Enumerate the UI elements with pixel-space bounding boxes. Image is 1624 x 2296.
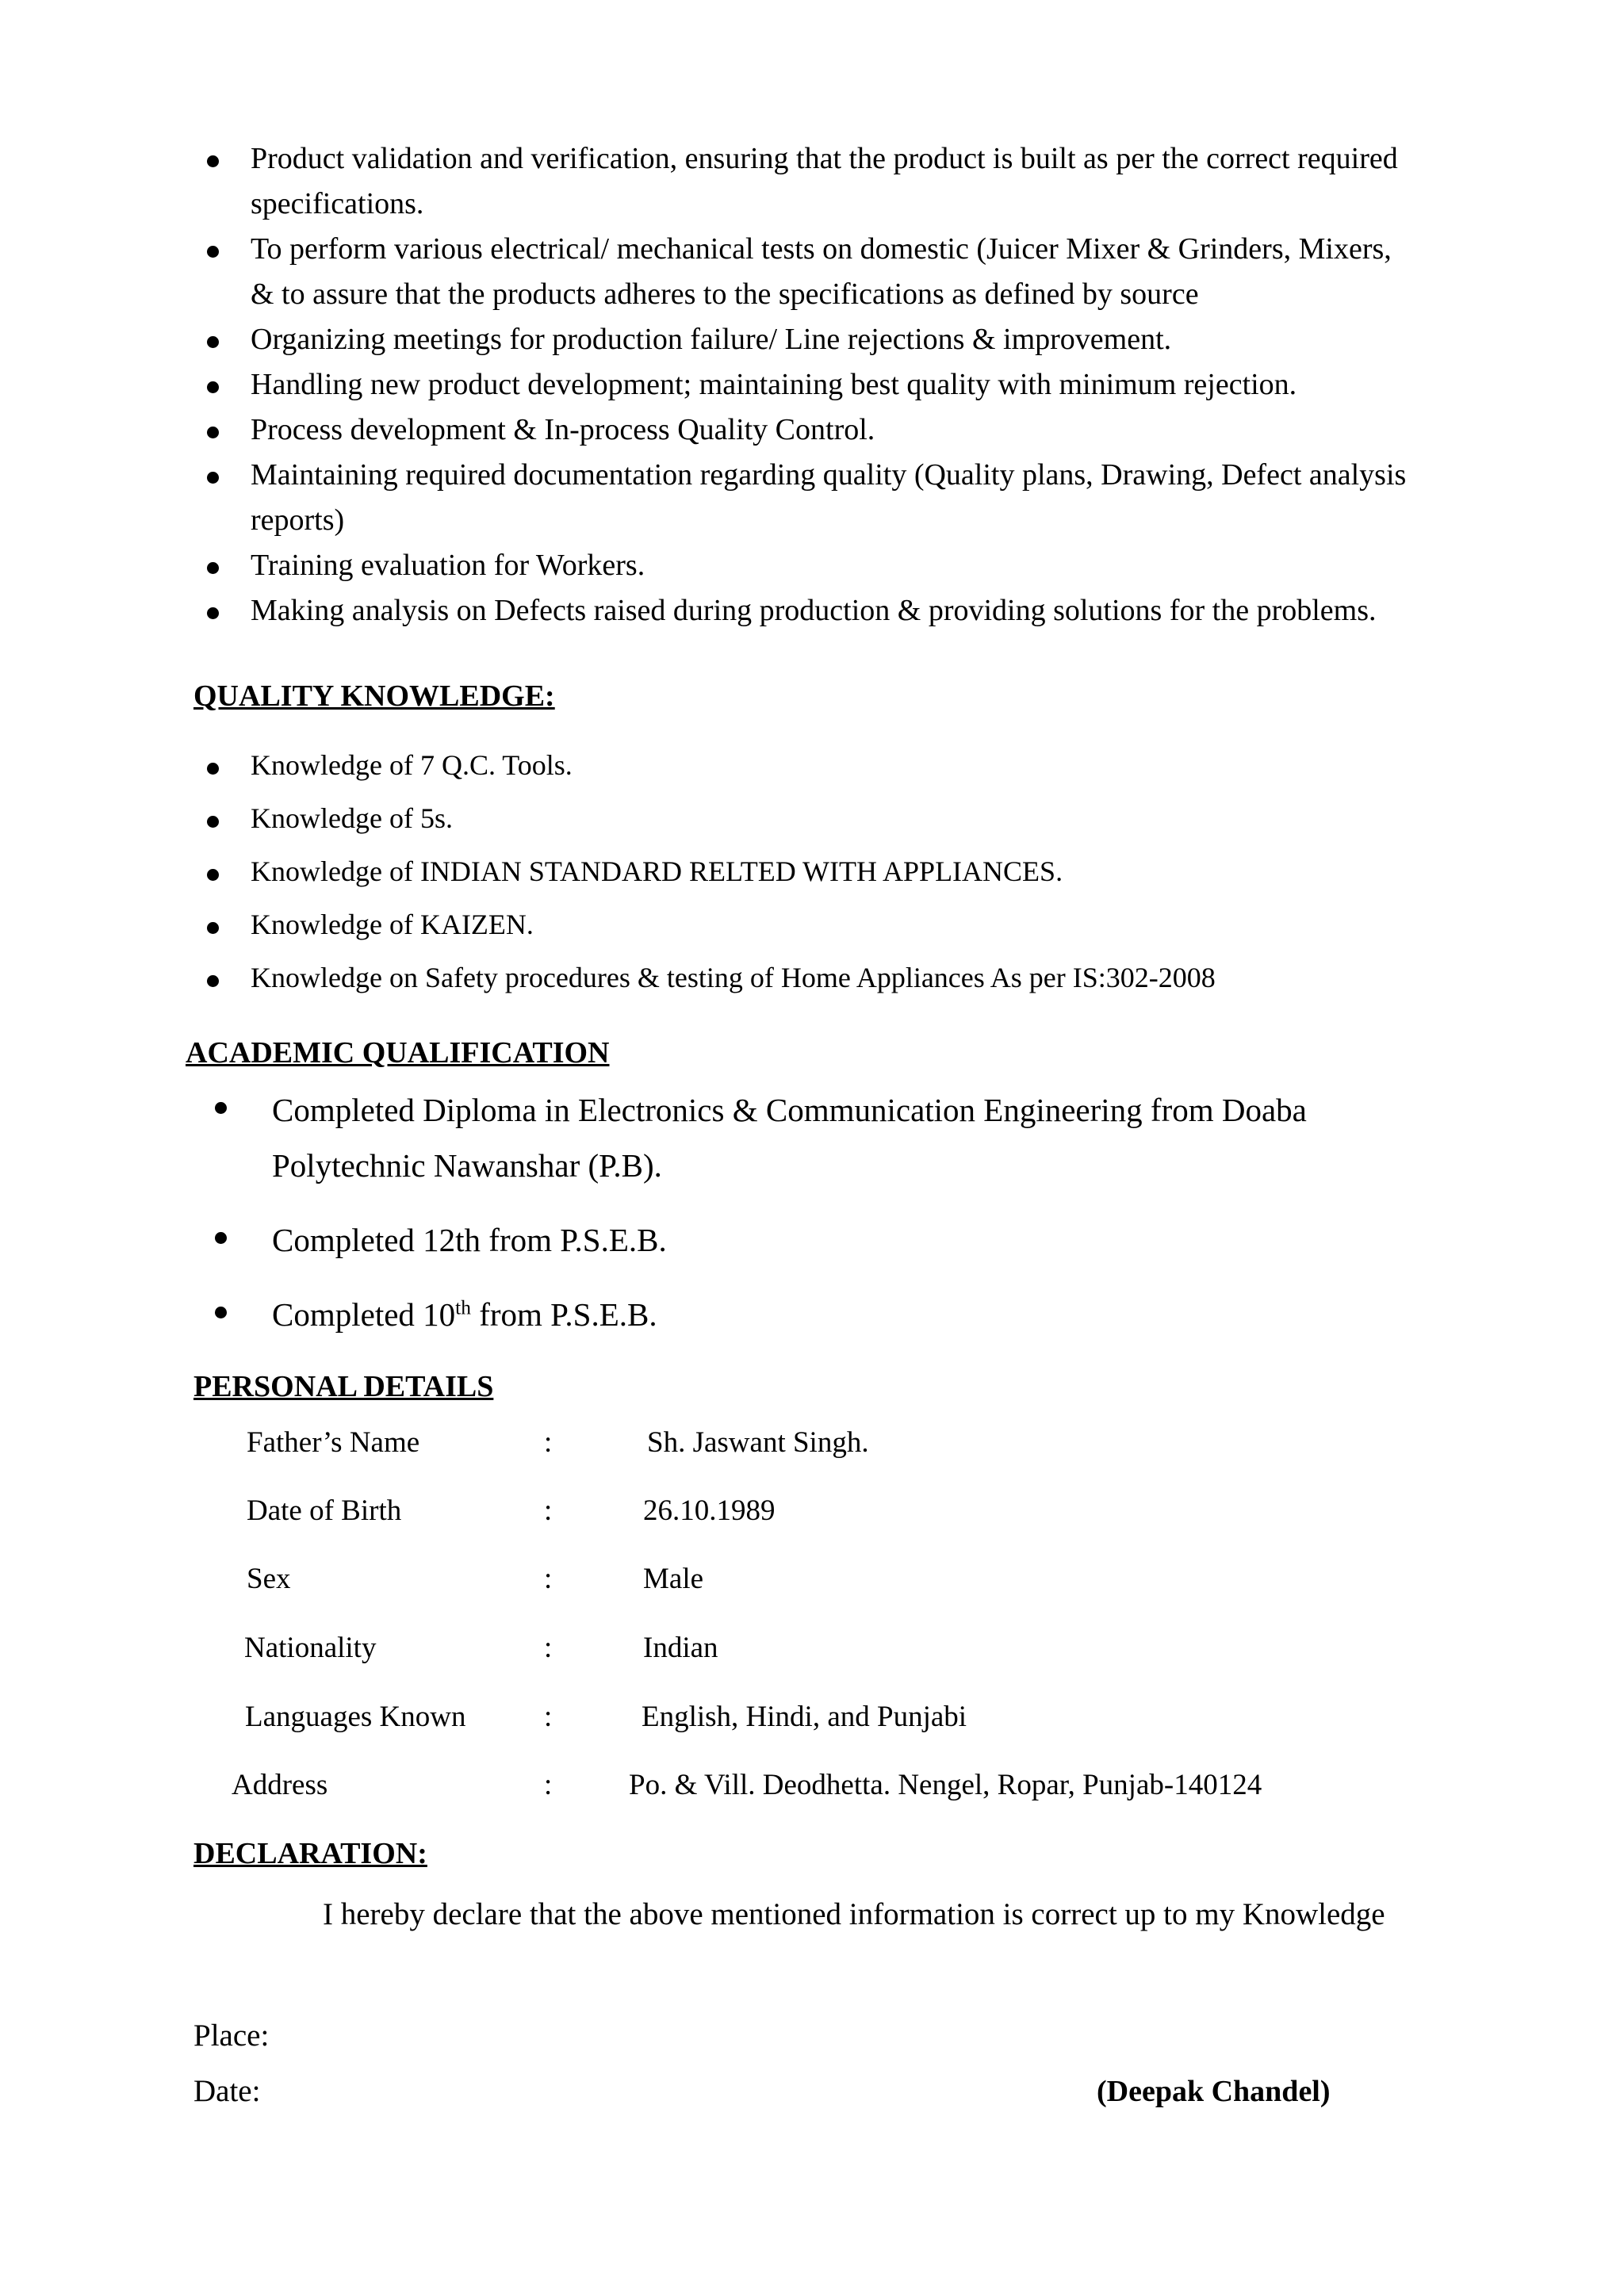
list-item: Knowledge on Safety procedures & testing of Home Appliances As per IS:302-2008 (0, 958, 1408, 997)
list-item: Product validation and verification, ensuring that the product is built as per the correct required specifications. (0, 136, 1408, 227)
list-item: Handling new product development; maintaining best quality with minimum rejection. (0, 362, 1408, 408)
tenth-superscript: th (455, 1296, 471, 1319)
detail-label: Father’s Name (247, 1426, 420, 1459)
quality-knowledge-heading: QUALITY KNOWLEDGE: (193, 679, 555, 713)
detail-colon: : (544, 1563, 553, 1595)
list-item: Making analysis on Defects raised during production & providing solutions for the problems. (0, 588, 1408, 633)
academic-list (0, 1082, 1327, 1361)
list-item: Knowledge of INDIAN STANDARD RELTED WITH APPLIANCES. (0, 851, 1408, 891)
list-item: Completed 12th from P.S.E.B. (0, 1212, 1327, 1268)
list-item: To perform various electrical/ mechanical tests on domestic (Juicer Mixer & Grinders, Mixers, & to assure that the products adheres to the specifications as defined by source (0, 227, 1408, 317)
signature-name: (Deepak Chandel) (1097, 2075, 1331, 2108)
declaration-text: I hereby declare that the above mentioned information is correct up to my Knowledge (323, 1897, 1385, 1931)
detail-label: Nationality (244, 1632, 377, 1664)
detail-label: Languages Known (245, 1701, 466, 1733)
date-label: Date: (193, 2074, 261, 2108)
detail-label: Sex (247, 1563, 291, 1595)
list-item: Maintaining required documentation regarding quality (Quality plans, Drawing, Defect analysis reports) (0, 453, 1408, 543)
list-item: Process development & In-process Quality Control. (0, 408, 1408, 453)
detail-colon: : (544, 1632, 553, 1664)
declaration-heading: DECLARATION: (193, 1837, 427, 1870)
list-item (0, 1287, 1327, 1342)
place-label: Place: (193, 2019, 270, 2053)
personal-details-heading: PERSONAL DETAILS (193, 1370, 494, 1403)
quality-knowledge-list (0, 745, 1408, 1011)
detail-value: Sh. Jaswant Singh. (647, 1426, 869, 1459)
detail-value: Po. & Vill. Deodhetta. Nengel, Ropar, Punjab-140124 (629, 1769, 1262, 1801)
list-item: Organizing meetings for production failure/ Line rejections & improvement. (0, 317, 1408, 362)
detail-label: Address (232, 1769, 328, 1801)
detail-value: Male (643, 1563, 704, 1595)
detail-label: Date of Birth (247, 1494, 402, 1527)
detail-value: Indian (643, 1632, 718, 1664)
detail-value: 26.10.1989 (643, 1494, 776, 1527)
list-item: Knowledge of 5s. (0, 798, 1408, 838)
detail-colon: : (544, 1769, 553, 1801)
detail-colon: : (544, 1701, 553, 1733)
academic-qualification-heading: ACADEMIC QUALIFICATION (186, 1036, 610, 1070)
duties-list (0, 136, 1408, 633)
detail-colon: : (544, 1426, 553, 1459)
list-item: Knowledge of KAIZEN. (0, 905, 1408, 944)
list-item: Completed Diploma in Electronics & Communication Engineering from Doaba Polytechnic Nawanshar (P.B). (0, 1082, 1327, 1193)
tenth-prefix: Completed 10 (272, 1296, 456, 1333)
tenth-suffix: from P.S.E.B. (470, 1296, 657, 1333)
list-item: Training evaluation for Workers. (0, 543, 1408, 588)
list-item: Knowledge of 7 Q.C. Tools. (0, 745, 1408, 785)
detail-colon: : (544, 1494, 553, 1527)
detail-value: English, Hindi, and Punjabi (642, 1701, 967, 1733)
